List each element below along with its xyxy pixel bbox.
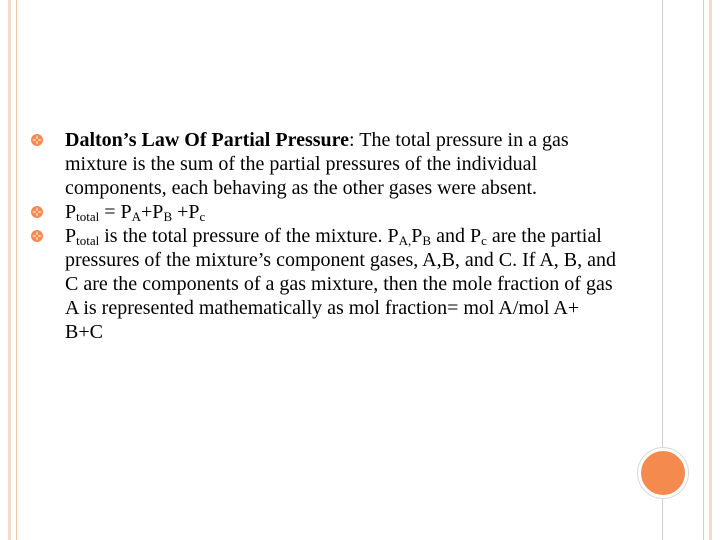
bullet-item-equation (30, 200, 620, 224)
law-definition: : The total pressure in a gas mixture is the sum of the partial pressures of the individual components, each behaving as the other gases were absent. (65, 129, 569, 199)
decorative-circle (640, 450, 686, 496)
decorative-line-top (662, 0, 663, 450)
slide-content (30, 128, 620, 344)
law-term: Dalton’s Law Of Partial Pressure (65, 129, 350, 151)
eq-p: P (65, 201, 77, 223)
eq-equals-pa: = P (99, 201, 132, 223)
exp-sub-a: A, (398, 233, 412, 248)
eq-plus-pc: +P (172, 201, 200, 223)
bullet-item-explanation (30, 224, 620, 344)
exp-sub-c: c (481, 233, 487, 248)
exp-text-4: are the partial pressures of the mixture’s component gases, A,B, and C. If A, B, and C are the components of a gas mixture, then the mole fraction of gas A is represented mathematically as mol fraction= mol A/mol A+ B+C (65, 225, 617, 343)
exp-text-2: P (411, 225, 423, 247)
exp-sub-b: B (422, 233, 432, 248)
eq-sub-c: c (199, 209, 206, 224)
eq-plus-pb: +P (141, 201, 164, 223)
bullet-icon (30, 229, 44, 243)
eq-sub-b: B (163, 209, 173, 224)
exp-sub-total: total (76, 233, 100, 248)
decorative-line-bottom (662, 494, 663, 540)
exp-text-1: is the total pressure of the mixture. P (99, 225, 399, 247)
bullet-item-daltons-law (30, 128, 620, 200)
eq-sub-total: total (76, 209, 100, 224)
exp-text-3: and P (431, 225, 482, 247)
bullet-icon (30, 205, 44, 219)
bullet-icon (30, 133, 44, 147)
eq-sub-a: A (131, 209, 142, 224)
exp-p: P (65, 225, 77, 247)
